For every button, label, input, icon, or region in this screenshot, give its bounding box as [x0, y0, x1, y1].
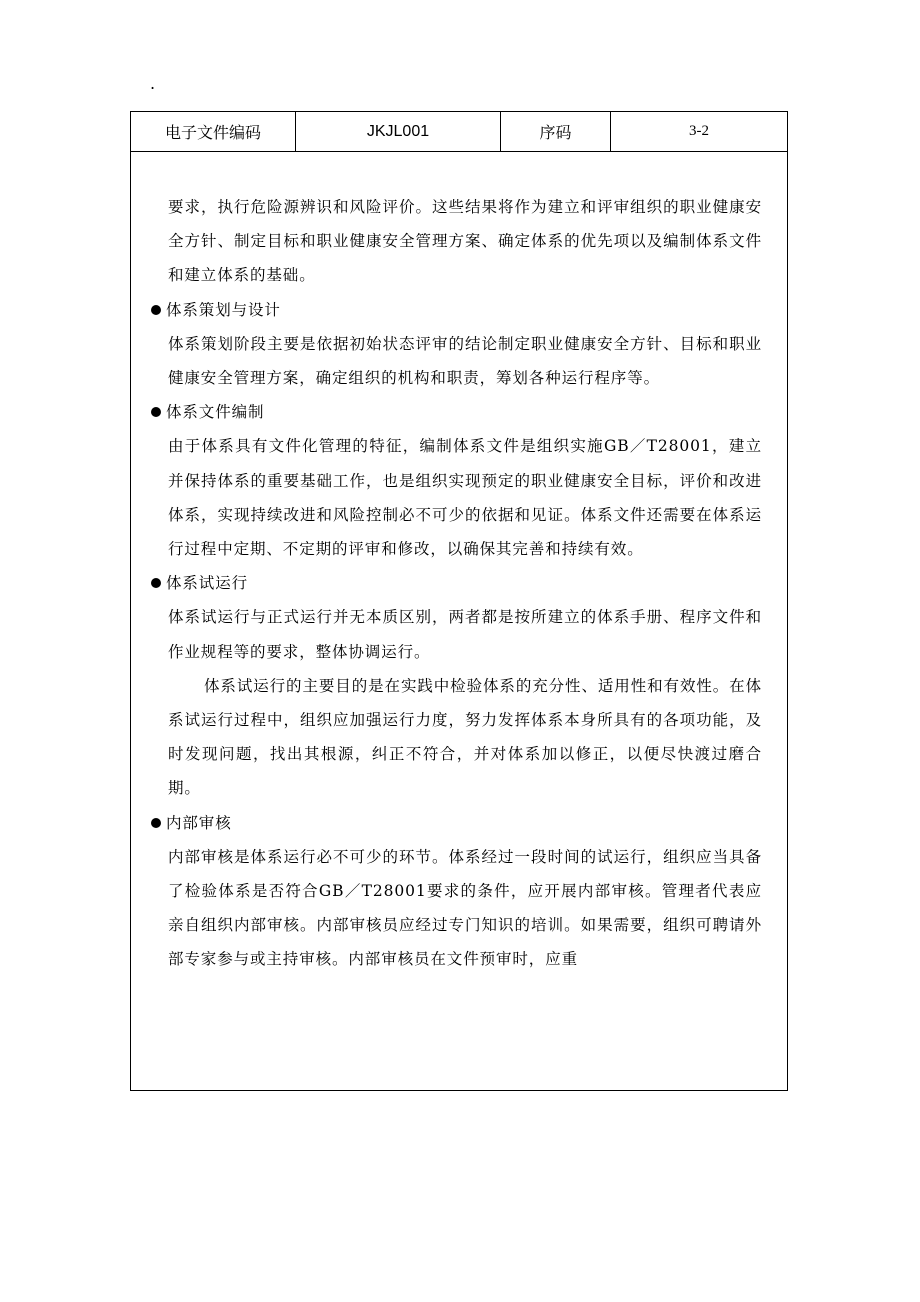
file-code-label: 电子文件编码	[131, 112, 296, 151]
section-heading-documents	[151, 395, 787, 429]
section-heading-planning	[151, 293, 787, 327]
sequence-value: 3-2	[689, 123, 709, 139]
corner-dot: .	[150, 74, 156, 93]
section-heading-internal-audit	[151, 806, 787, 840]
section-heading-text: 内部审核	[166, 813, 232, 832]
paragraph-intro: 要求，执行危险源辨识和风险评价。这些结果将作为建立和评审组织的职业健康安全方针、制定目标和职业健康安全管理方案、确定体系的优先项以及编制体系文件和建立体系的基础。	[168, 198, 762, 285]
paragraph-internal-audit: 内部审核是体系运行必不可少的环节。体系经过一段时间的试运行，组织应当具备了检验体系是否符合GB／T28001要求的条件，应开展内部审核。管理者代表应亲自组织内部审核。内部审核员应经过专门知识的培训。如果需要，组织可聘请外部专家参与或主持审核。内部审核员在文件预审时，应重	[168, 847, 762, 969]
bullet-icon	[151, 578, 161, 588]
sequence-label: 序码	[501, 112, 611, 151]
section-heading-text: 体系文件编制	[166, 403, 265, 422]
bullet-icon	[151, 305, 161, 315]
header-row	[131, 112, 787, 152]
section-heading-text: 体系策划与设计	[166, 300, 281, 319]
bullet-icon	[151, 407, 161, 417]
paragraph-trial-run: 体系试运行与正式运行并无本质区别，两者都是按所建立的体系手册、程序文件和作业规程等的要求，整体协调运行。	[168, 608, 762, 661]
document-table	[130, 111, 788, 1091]
paragraph-trial-run-purpose: 体系试运行的主要目的是在实践中检验体系的充分性、适用性和有效性。在体系试运行过程中，组织应加强运行力度，努力发挥体系本身所具有的各项功能，及时发现问题，找出其根源，纠正不符合，并对体系加以修正，以便尽快渡过磨合期。	[168, 676, 762, 798]
paragraph-planning: 体系策划阶段主要是依据初始状态评审的结论制定职业健康安全方针、目标和职业健康安全管理方案，确定组织的机构和职责，筹划各种运行程序等。	[168, 334, 762, 388]
section-heading-text: 体系试运行	[166, 574, 249, 593]
section-heading-trial-run	[151, 566, 787, 600]
paragraph-documents: 由于体系具有文件化管理的特征，编制体系文件是组织实施GB／T28001，建立并保持体系的重要基础工作，也是组织实现预定的职业健康安全目标，评价和改进体系，实现持续改进和风险控制必不可少的依据和见证。体系文件还需要在体系运行过程中定期、不定期的评审和修改，以确保其完善和持续有效。	[168, 437, 762, 559]
file-code-value: JKJL001	[296, 112, 501, 151]
bullet-icon	[151, 818, 161, 828]
document-body	[131, 152, 787, 977]
